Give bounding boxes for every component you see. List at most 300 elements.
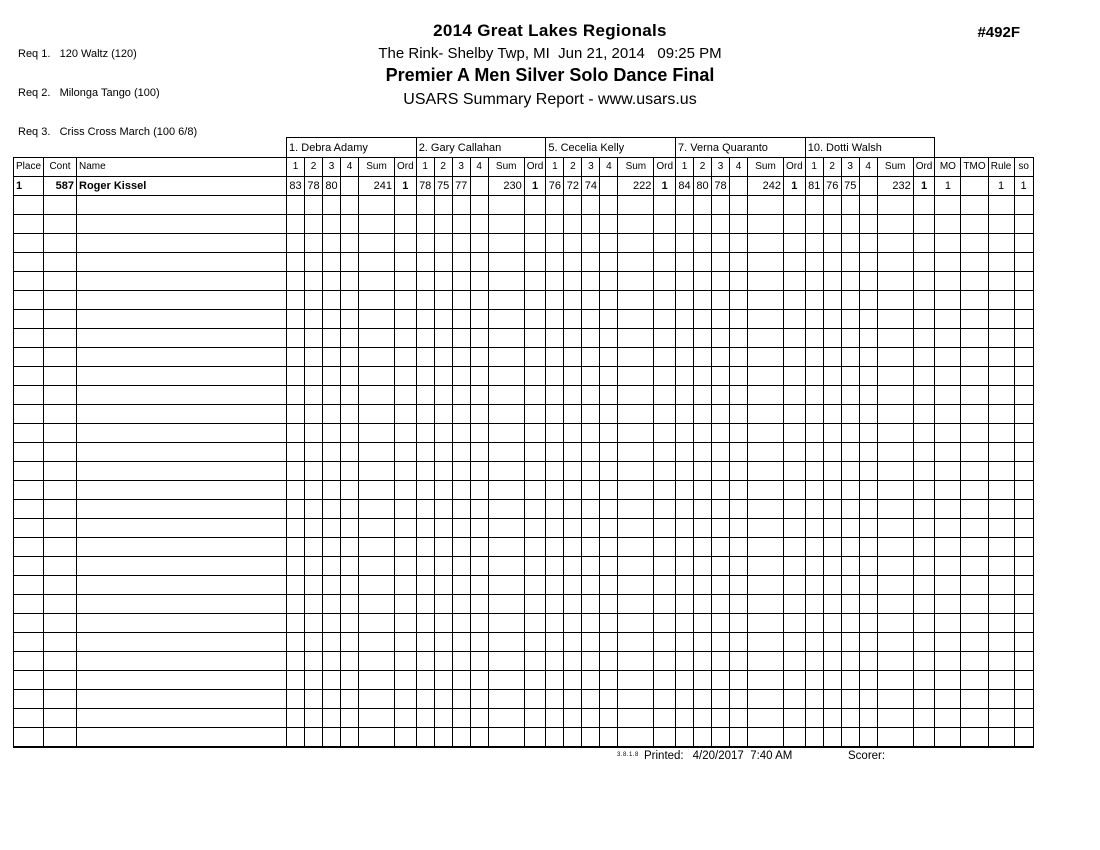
cell-judge1-score1 <box>287 291 305 310</box>
cell-judge3-sum <box>618 462 654 481</box>
cell-judge3-score1 <box>546 253 564 272</box>
cell-judge3-score1 <box>546 557 564 576</box>
cell-place <box>14 614 44 633</box>
cell-mo <box>935 538 961 557</box>
cell-judge2-sum <box>488 576 524 595</box>
cell-name <box>77 424 287 443</box>
cell-tmo <box>961 253 988 272</box>
cell-cont <box>44 690 77 709</box>
cell-judge3-score2 <box>564 728 582 747</box>
cell-judge4-sum <box>748 405 784 424</box>
cell-judge5-ord <box>913 519 935 538</box>
cell-judge3-sum <box>618 690 654 709</box>
cell-judge5-score3 <box>841 728 859 747</box>
cell-judge5-score4 <box>859 652 877 671</box>
cell-judge3-sum <box>618 215 654 234</box>
column-header-tmo: TMO <box>961 158 988 177</box>
table-row-empty <box>14 519 1034 538</box>
cell-judge4-score4 <box>730 253 748 272</box>
cell-judge4-score3 <box>712 633 730 652</box>
cell-judge5-score3 <box>841 557 859 576</box>
cell-judge1-score2 <box>305 424 323 443</box>
cell-judge1-score2 <box>305 234 323 253</box>
column-header-judge2-ord: Ord <box>524 158 546 177</box>
cell-tmo <box>961 614 988 633</box>
cell-judge5-score3 <box>841 614 859 633</box>
cell-judge3-score2 <box>564 538 582 557</box>
cell-judge2-score1 <box>416 424 434 443</box>
cell-so <box>1014 367 1033 386</box>
column-header-judge5-3: 3 <box>841 158 859 177</box>
cell-judge4-score3 <box>712 481 730 500</box>
cell-judge2-sum <box>488 614 524 633</box>
cell-judge4-ord <box>784 405 806 424</box>
cell-judge5-ord <box>913 196 935 215</box>
cell-name <box>77 576 287 595</box>
cell-judge1-sum <box>359 519 395 538</box>
cell-judge5-score1 <box>805 253 823 272</box>
cell-judge1-ord: 1 <box>395 177 417 196</box>
cell-judge5-sum <box>877 728 913 747</box>
cell-judge1-ord <box>395 310 417 329</box>
cell-judge3-score1 <box>546 462 564 481</box>
cell-judge3-score3 <box>582 614 600 633</box>
cell-so <box>1014 386 1033 405</box>
cell-place <box>14 500 44 519</box>
cell-judge4-score4 <box>730 595 748 614</box>
cell-so <box>1014 310 1033 329</box>
cell-judge2-score4 <box>470 348 488 367</box>
cell-judge4-ord <box>784 595 806 614</box>
cell-judge5-score2 <box>823 348 841 367</box>
cell-cont <box>44 253 77 272</box>
cell-judge4-score2 <box>694 424 712 443</box>
cell-judge3-score1 <box>546 671 564 690</box>
cell-judge4-score4 <box>730 386 748 405</box>
cell-judge5-score1 <box>805 405 823 424</box>
cell-judge1-score2 <box>305 557 323 576</box>
cell-mo <box>935 215 961 234</box>
cell-so <box>1014 595 1033 614</box>
cell-judge3-score1 <box>546 633 564 652</box>
cell-judge4-score3 <box>712 462 730 481</box>
cell-tmo <box>961 196 988 215</box>
cell-judge3-sum <box>618 557 654 576</box>
cell-name <box>77 614 287 633</box>
cell-judge1-score4 <box>341 234 359 253</box>
cell-judge2-score3 <box>452 386 470 405</box>
cell-judge3-ord <box>654 671 676 690</box>
cell-tmo <box>961 481 988 500</box>
report-header <box>0 21 1100 109</box>
cell-judge1-ord <box>395 367 417 386</box>
cell-judge4-score1 <box>676 234 694 253</box>
cell-judge2-score2 <box>434 462 452 481</box>
cell-cont <box>44 234 77 253</box>
cell-judge4-score3 <box>712 728 730 747</box>
cell-place <box>14 424 44 443</box>
cell-judge5-score3 <box>841 272 859 291</box>
cell-judge5-score2 <box>823 519 841 538</box>
cell-place <box>14 367 44 386</box>
cell-judge2-score2 <box>434 633 452 652</box>
table-row-empty <box>14 652 1034 671</box>
cell-cont <box>44 538 77 557</box>
cell-judge1-score4 <box>341 690 359 709</box>
cell-judge5-ord <box>913 671 935 690</box>
cell-judge4-score3 <box>712 652 730 671</box>
cell-judge4-score2 <box>694 576 712 595</box>
document-number: #492F <box>977 24 1020 41</box>
cell-judge2-score3 <box>452 538 470 557</box>
cell-judge2-sum <box>488 462 524 481</box>
cell-judge1-score1 <box>287 633 305 652</box>
cell-judge3-score4 <box>600 215 618 234</box>
cell-judge5-score3 <box>841 443 859 462</box>
cell-judge5-score4 <box>859 538 877 557</box>
cell-judge3-score4 <box>600 500 618 519</box>
cell-judge4-ord <box>784 538 806 557</box>
cell-judge5-score3 <box>841 234 859 253</box>
cell-judge2-score3 <box>452 424 470 443</box>
cell-name <box>77 443 287 462</box>
cell-judge3-score1 <box>546 690 564 709</box>
cell-judge1-sum <box>359 348 395 367</box>
cell-judge1-ord <box>395 272 417 291</box>
cell-judge1-score1 <box>287 652 305 671</box>
cell-mo <box>935 652 961 671</box>
cell-judge3-sum <box>618 614 654 633</box>
cell-judge4-score3: 78 <box>712 177 730 196</box>
cell-mo <box>935 576 961 595</box>
cell-judge3-score1 <box>546 652 564 671</box>
table-row-empty <box>14 367 1034 386</box>
cell-rule <box>988 424 1014 443</box>
cell-judge4-score1 <box>676 652 694 671</box>
cell-judge3-score3 <box>582 367 600 386</box>
cell-judge1-score2 <box>305 329 323 348</box>
cell-judge1-score1 <box>287 728 305 747</box>
cell-judge4-ord <box>784 272 806 291</box>
cell-cont <box>44 728 77 747</box>
cell-judge2-ord <box>524 310 546 329</box>
cell-judge4-sum <box>748 386 784 405</box>
cell-judge4-ord <box>784 291 806 310</box>
cell-judge1-sum <box>359 443 395 462</box>
cell-judge1-score1 <box>287 367 305 386</box>
cell-judge3-score2 <box>564 272 582 291</box>
cell-rule <box>988 500 1014 519</box>
cell-judge3-score3 <box>582 196 600 215</box>
cell-judge1-ord <box>395 519 417 538</box>
cell-judge3-ord <box>654 234 676 253</box>
cell-judge4-score1 <box>676 215 694 234</box>
cell-judge3-score1 <box>546 215 564 234</box>
cell-judge3-sum <box>618 272 654 291</box>
cell-judge5-ord <box>913 595 935 614</box>
cell-judge4-score2 <box>694 671 712 690</box>
cell-judge5-score2 <box>823 633 841 652</box>
cell-judge4-sum <box>748 519 784 538</box>
cell-judge5-score4 <box>859 253 877 272</box>
cell-judge3-score4 <box>600 690 618 709</box>
cell-judge2-score4 <box>470 614 488 633</box>
cell-judge3-score1 <box>546 234 564 253</box>
cell-judge3-ord <box>654 424 676 443</box>
cell-judge5-ord: 1 <box>913 177 935 196</box>
cell-judge5-score2 <box>823 614 841 633</box>
cell-judge4-score3 <box>712 215 730 234</box>
cell-judge5-score2 <box>823 310 841 329</box>
cell-judge2-score1 <box>416 310 434 329</box>
cell-judge5-sum <box>877 462 913 481</box>
cell-mo <box>935 690 961 709</box>
table-row-empty <box>14 614 1034 633</box>
cell-judge3-ord <box>654 614 676 633</box>
cell-judge1-ord <box>395 443 417 462</box>
cell-judge2-score2 <box>434 671 452 690</box>
cell-judge2-sum <box>488 690 524 709</box>
cell-tmo <box>961 671 988 690</box>
cell-judge1-sum: 241 <box>359 177 395 196</box>
cell-judge5-ord <box>913 709 935 728</box>
cell-name: Roger Kissel <box>77 177 287 196</box>
cell-mo <box>935 424 961 443</box>
cell-judge5-ord <box>913 424 935 443</box>
column-header-judge3-ord: Ord <box>654 158 676 177</box>
cell-judge3-score1 <box>546 614 564 633</box>
cell-cont <box>44 367 77 386</box>
cell-judge5-score2 <box>823 728 841 747</box>
cell-judge3-score3 <box>582 595 600 614</box>
cell-judge4-sum <box>748 329 784 348</box>
cell-judge2-ord <box>524 329 546 348</box>
cell-place <box>14 633 44 652</box>
cell-cont <box>44 196 77 215</box>
cell-name <box>77 652 287 671</box>
cell-judge3-ord <box>654 500 676 519</box>
judge-header-5: 10. Dotti Walsh <box>805 138 935 158</box>
cell-name <box>77 709 287 728</box>
cell-judge5-score4 <box>859 557 877 576</box>
cell-judge1-score1 <box>287 595 305 614</box>
cell-judge3-score4 <box>600 272 618 291</box>
cell-judge1-score3 <box>323 671 341 690</box>
cell-judge3-sum <box>618 424 654 443</box>
cell-judge1-score3 <box>323 538 341 557</box>
cell-judge3-ord <box>654 633 676 652</box>
cell-judge1-score2 <box>305 253 323 272</box>
cell-judge3-sum <box>618 310 654 329</box>
cell-rule <box>988 253 1014 272</box>
cell-judge3-score2 <box>564 462 582 481</box>
cell-judge4-score2 <box>694 405 712 424</box>
cell-judge4-score1 <box>676 367 694 386</box>
cell-judge4-ord <box>784 519 806 538</box>
cell-judge5-sum <box>877 291 913 310</box>
cell-judge4-sum <box>748 367 784 386</box>
cell-judge2-score3 <box>452 215 470 234</box>
cell-judge2-score3 <box>452 519 470 538</box>
cell-judge3-score1 <box>546 348 564 367</box>
cell-judge5-score2 <box>823 253 841 272</box>
cell-name <box>77 557 287 576</box>
cell-judge3-score2: 72 <box>564 177 582 196</box>
cell-judge3-score1 <box>546 728 564 747</box>
cell-judge4-ord <box>784 215 806 234</box>
cell-judge4-sum <box>748 215 784 234</box>
cell-judge5-score4 <box>859 424 877 443</box>
cell-judge2-score3 <box>452 196 470 215</box>
cell-judge1-score2 <box>305 367 323 386</box>
cell-judge4-score2 <box>694 500 712 519</box>
cell-judge3-score4 <box>600 519 618 538</box>
cell-tmo <box>961 576 988 595</box>
cell-judge4-ord <box>784 576 806 595</box>
table-row-empty <box>14 329 1034 348</box>
cell-judge4-score2 <box>694 367 712 386</box>
cell-judge5-ord <box>913 272 935 291</box>
cell-judge3-score3 <box>582 215 600 234</box>
cell-judge2-ord <box>524 576 546 595</box>
cell-judge4-sum <box>748 291 784 310</box>
cell-rule <box>988 614 1014 633</box>
cell-judge1-ord <box>395 329 417 348</box>
cell-judge5-score1 <box>805 291 823 310</box>
printed-datetime: 4/20/2017 7:40 AM <box>692 750 793 762</box>
cell-judge2-sum <box>488 652 524 671</box>
cell-judge1-sum <box>359 671 395 690</box>
cell-judge5-sum <box>877 253 913 272</box>
cell-judge5-score4 <box>859 386 877 405</box>
cell-judge2-ord <box>524 348 546 367</box>
cell-judge5-score2 <box>823 367 841 386</box>
cell-so <box>1014 405 1033 424</box>
cell-judge2-score4 <box>470 405 488 424</box>
cell-judge2-score1 <box>416 481 434 500</box>
cell-tmo <box>961 538 988 557</box>
column-header-mo: MO <box>935 158 961 177</box>
cell-name <box>77 538 287 557</box>
cell-judge3-score1 <box>546 367 564 386</box>
cell-judge4-score4 <box>730 614 748 633</box>
cell-judge4-sum <box>748 595 784 614</box>
cell-judge5-sum <box>877 595 913 614</box>
cell-judge3-ord <box>654 690 676 709</box>
cell-judge1-score3 <box>323 405 341 424</box>
column-header-name: Name <box>77 158 287 177</box>
cell-judge5-sum: 232 <box>877 177 913 196</box>
cell-place <box>14 481 44 500</box>
cell-judge3-ord <box>654 291 676 310</box>
cell-tmo <box>961 500 988 519</box>
cell-place <box>14 709 44 728</box>
cell-mo <box>935 519 961 538</box>
cell-judge2-score2 <box>434 329 452 348</box>
cell-judge5-sum <box>877 310 913 329</box>
cell-judge3-score3 <box>582 652 600 671</box>
cell-judge4-sum <box>748 234 784 253</box>
cell-judge4-score3 <box>712 310 730 329</box>
cell-judge4-score4 <box>730 234 748 253</box>
cell-judge1-ord <box>395 386 417 405</box>
cell-judge2-sum <box>488 234 524 253</box>
cell-judge3-score2 <box>564 405 582 424</box>
cell-judge4-score3 <box>712 272 730 291</box>
cell-judge5-sum <box>877 576 913 595</box>
cell-name <box>77 519 287 538</box>
cell-judge1-score4 <box>341 367 359 386</box>
cell-judge2-score2 <box>434 272 452 291</box>
cell-judge3-score3 <box>582 443 600 462</box>
cell-tmo <box>961 367 988 386</box>
cell-judge3-score2 <box>564 576 582 595</box>
cell-judge5-sum <box>877 652 913 671</box>
cell-so <box>1014 652 1033 671</box>
cell-judge3-ord <box>654 576 676 595</box>
cell-name <box>77 291 287 310</box>
cell-judge5-score3 <box>841 481 859 500</box>
cell-judge5-score3 <box>841 196 859 215</box>
cell-judge2-sum <box>488 272 524 291</box>
column-header-judge5-2: 2 <box>823 158 841 177</box>
cell-judge1-score3 <box>323 633 341 652</box>
cell-cont: 587 <box>44 177 77 196</box>
cell-judge1-sum <box>359 728 395 747</box>
cell-judge5-sum <box>877 633 913 652</box>
cell-name <box>77 595 287 614</box>
cell-judge5-ord <box>913 538 935 557</box>
column-header-judge3-4: 4 <box>600 158 618 177</box>
cell-judge1-score4 <box>341 652 359 671</box>
cell-judge4-score3 <box>712 538 730 557</box>
cell-judge1-score1 <box>287 500 305 519</box>
cell-name <box>77 348 287 367</box>
cell-judge3-score3 <box>582 348 600 367</box>
cell-judge4-score2 <box>694 215 712 234</box>
cell-judge3-score1 <box>546 196 564 215</box>
column-header-judge3-1: 1 <box>546 158 564 177</box>
cell-judge2-sum <box>488 481 524 500</box>
cell-judge4-ord <box>784 633 806 652</box>
cell-judge3-score2 <box>564 709 582 728</box>
cell-judge5-score4 <box>859 633 877 652</box>
cell-name <box>77 405 287 424</box>
cell-judge3-score2 <box>564 253 582 272</box>
cell-judge5-ord <box>913 652 935 671</box>
cell-judge4-ord <box>784 367 806 386</box>
cell-name <box>77 215 287 234</box>
table-row-empty <box>14 196 1034 215</box>
cell-judge5-score4 <box>859 196 877 215</box>
table-row-empty <box>14 481 1034 500</box>
cell-judge3-sum <box>618 500 654 519</box>
cell-judge4-score2 <box>694 310 712 329</box>
cell-judge5-score3 <box>841 215 859 234</box>
cell-judge3-score4 <box>600 671 618 690</box>
cell-judge5-sum <box>877 538 913 557</box>
cell-judge1-sum <box>359 253 395 272</box>
cell-judge2-sum <box>488 386 524 405</box>
cell-tmo <box>961 177 988 196</box>
column-header-judge4-ord: Ord <box>784 158 806 177</box>
cell-judge3-sum <box>618 367 654 386</box>
cell-judge3-score3 <box>582 557 600 576</box>
cell-judge2-sum <box>488 595 524 614</box>
cell-judge2-score3 <box>452 709 470 728</box>
cell-judge5-sum <box>877 614 913 633</box>
cell-judge3-ord <box>654 386 676 405</box>
